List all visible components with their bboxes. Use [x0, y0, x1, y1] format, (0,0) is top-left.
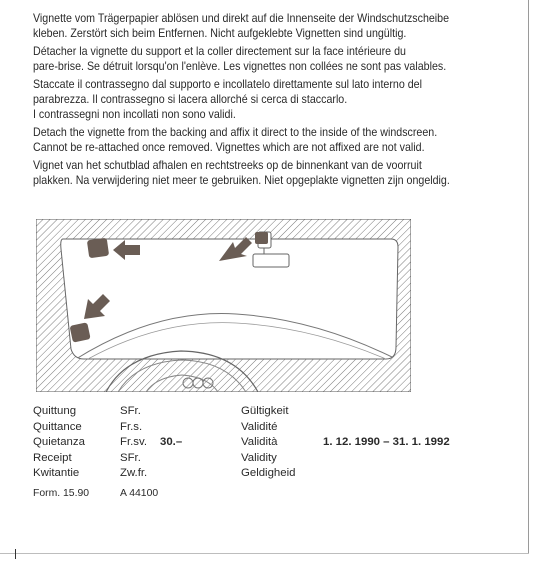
amount-value: 30.– [160, 436, 183, 449]
card-edge-right [528, 0, 529, 554]
instruction-line: plakken. Na verwijdering niet meer te gebruiken. Niet opgeplakte vignetten zijn ongeldig. [33, 173, 450, 187]
instruction-line: pare-brise. Se détruit lorsqu'on l'enlève. Les vignettes non collées ne sont pas valables. [33, 59, 447, 73]
receipt-label: Kwitantie [33, 467, 80, 480]
instructions-french [33, 45, 521, 74]
instructions-dutch [33, 159, 521, 188]
instruction-line: parabrezza. Il contrassegno si lacera allorché si cerca di staccarlo. [33, 92, 348, 106]
instruction-line: Staccate il contrassegno dal supporto e incollatelo direttamente sul lato interno del [33, 78, 422, 92]
validity-label: Validité [241, 420, 278, 433]
instructions-english [33, 126, 521, 155]
instructions-italian [33, 78, 521, 122]
currency-label: Zw.fr. [120, 467, 148, 480]
instruction-line: kleben. Zerstört sich beim Entfernen. Nicht aufgeklebte Vignetten sind ungültig. [33, 26, 407, 40]
instruction-line: Vignet van het schutblad afhalen en rechtstreeks op de binnenkant van de voorruit [33, 159, 422, 173]
vignette-marker-left [87, 238, 109, 259]
receipt-label: Quietanza [33, 436, 85, 449]
validity-period: 1. 12. 1990 – 31. 1. 1992 [323, 436, 450, 449]
validity-label: Gültigkeit [241, 405, 289, 417]
windscreen-diagram [36, 219, 411, 392]
instruction-line: Detach the vignette from the backing and affix it direct to the inside of the windscreen. [33, 126, 438, 140]
form-code: Form. 15.90 [33, 487, 90, 499]
receipt-label: Quittung [33, 405, 77, 417]
receipt-label: Receipt [33, 451, 72, 464]
validity-label: Geldigheid [241, 467, 296, 480]
vignette-marker-mirror [255, 232, 268, 244]
currency-label: Fr.sv. [120, 436, 147, 449]
instruction-line: Cannot be re-attached once removed. Vignettes which are not affixed are not valid. [33, 140, 425, 154]
instruction-line: I contrassegni non incollati non sono validi. [33, 107, 236, 121]
instructions [33, 12, 521, 193]
instruction-line: Détacher la vignette du support et la coller directement sur la face intérieure du [33, 45, 406, 59]
currency-label: Fr.s. [120, 420, 143, 433]
validity-label: Validity [241, 451, 277, 464]
card-edge-bottom [0, 553, 529, 554]
currency-label: SFr. [120, 451, 141, 464]
receipt-label: Quittance [33, 420, 82, 433]
validity-label: Validità [241, 436, 278, 449]
currency-label: SFr. [120, 405, 141, 417]
crop-mark [15, 549, 16, 559]
instruction-line: Vignette vom Trägerpapier ablösen und direkt auf die Innenseite der Windschutzscheibe [33, 12, 450, 25]
instructions-german [33, 12, 521, 41]
serial-number: A 44100 [120, 487, 159, 499]
